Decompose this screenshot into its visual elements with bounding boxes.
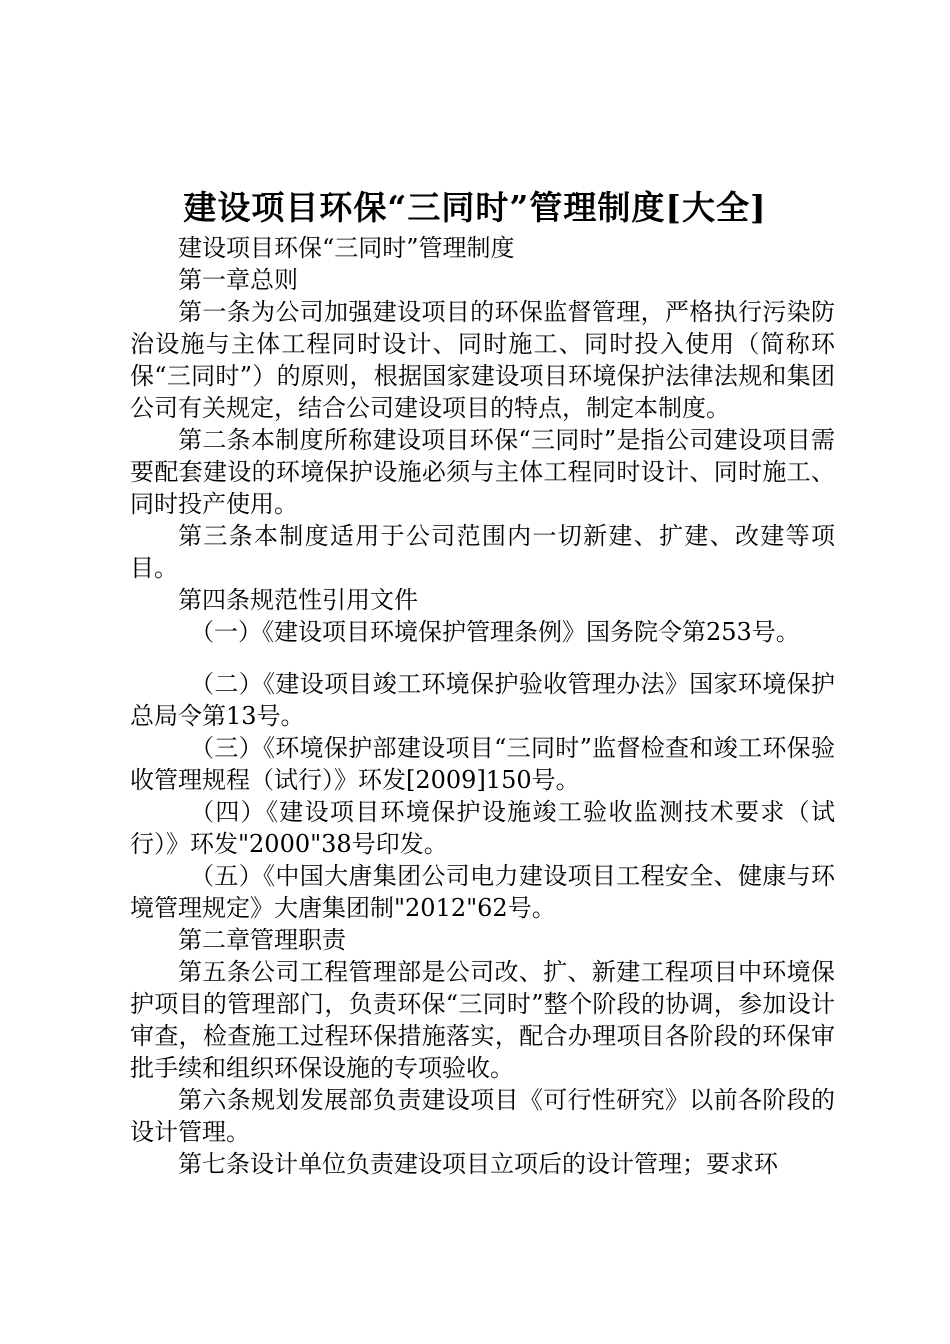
chapter-heading: 第一章总则 [178, 266, 298, 294]
reference-item: （四）《建设项目环境保护设施竣工验收监测技术要求（试行）》环发"2000"38号印发。 [130, 798, 835, 858]
article-paragraph: 第六条规划发展部负责建设项目《可行性研究》以前各阶段的设计管理。 [130, 1086, 835, 1146]
reference-item: （三）《环境保护部建设项目“三同时”监督检查和竣工环保验收管理规程（试行）》环发[2009]150号。 [130, 734, 835, 794]
document-body [130, 232, 835, 1180]
article-paragraph: 第七条设计单位负责建设项目立项后的设计管理；要求环 [178, 1150, 778, 1178]
article-paragraph: 第三条本制度适用于公司范围内一切新建、扩建、改建等项目。 [130, 522, 835, 582]
article-paragraph: 第五条公司工程管理部是公司改、扩、新建工程项目中环境保护项目的管理部门，负责环保“三同时”整个阶段的协调，参加设计审查，检查施工过程环保措施落实，配合办理项目各阶段的环保审批手续和组织环保设施的专项验收。 [130, 958, 835, 1082]
reference-item: （一）《建设项目环境保护管理条例》国务院令第253号。 [190, 618, 800, 646]
chapter-heading: 第二章管理职责 [178, 926, 346, 954]
subtitle-paragraph: 建设项目环保“三同时”管理制度 [178, 234, 515, 262]
article-paragraph: 第四条规范性引用文件 [178, 586, 418, 614]
article-paragraph: 第一条为公司加强建设项目的环保监督管理，严格执行污染防治设施与主体工程同时设计、同时施工、同时投入使用（简称环保“三同时”）的原则，根据国家建设项目环境保护法律法规和集团公司有关规定，结合公司建设项目的特点，制定本制度。 [130, 298, 835, 422]
reference-item: （五）《中国大唐集团公司电力建设项目工程安全、健康与环境管理规定》大唐集团制"2012"62号。 [130, 862, 835, 922]
article-paragraph: 第二条本制度所称建设项目环保“三同时”是指公司建设项目需要配套建设的环境保护设施必须与主体工程同时设计、同时施工、同时投产使用。 [130, 426, 835, 518]
reference-item: （二）《建设项目竣工环境保护验收管理办法》国家环境保护总局令第13号。 [130, 670, 835, 730]
document-title: 建设项目环保“三同时”管理制度[大全] [183, 188, 767, 227]
